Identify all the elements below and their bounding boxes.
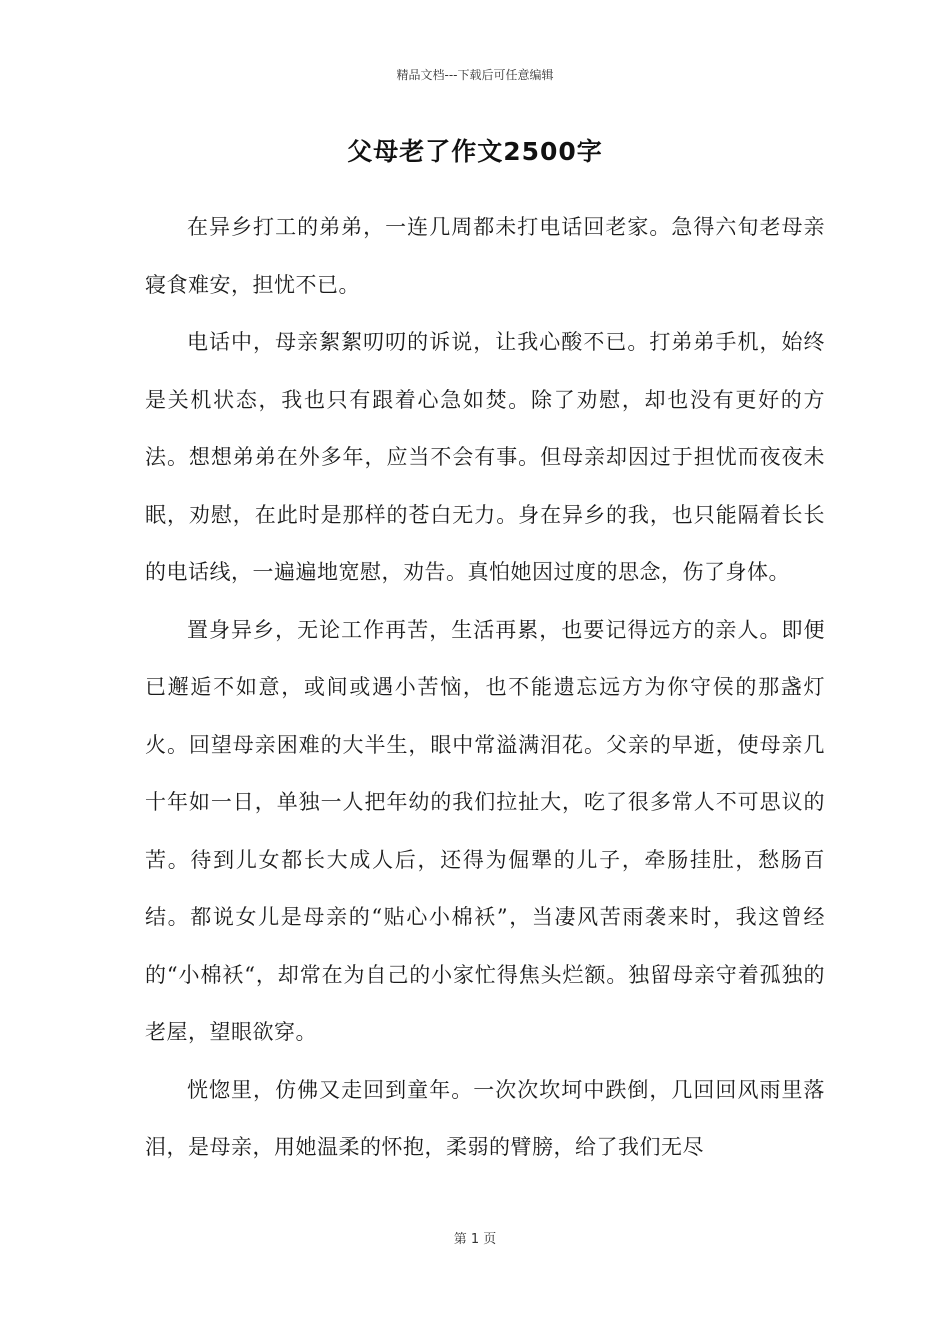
paragraph-1: 在异乡打工的弟弟，一连几周都未打电话回老家。急得六旬老母亲寝食难安，担忧不已。	[145, 215, 825, 297]
paragraph-4: 恍惚里，仿佛又走回到童年。一次次坎坷中跌倒，几回回风雨里落泪，是母亲，用她温柔的怀抱，柔弱的臂膀，给了我们无尽	[145, 1077, 825, 1159]
document-body	[145, 199, 825, 1177]
page-header: 精品文档---下载后可任意编辑	[396, 68, 554, 82]
paragraph-2: 电话中，母亲絮絮叨叨的诉说，让我心酸不已。打弟弟手机，始终是关机状态，我也只有跟着心急如焚。除了劝慰，却也没有更好的方法。想想弟弟在外多年，应当不会有事。但母亲却因过于担忧而夜夜未眠，劝慰，在此时是那样的苍白无力。身在异乡的我，也只能隔着长长的电话线，一遍遍地宽慰，劝告。真怕她因过度的思念，伤了身体。	[145, 330, 825, 584]
paragraph-3: 置身异乡，无论工作再苦，生活再累，也要记得远方的亲人。即便已邂逅不如意，或间或遇小苦恼，也不能遗忘远方为你守侯的那盏灯火。回望母亲困难的大半生，眼中常溢满泪花。父亲的早逝，使母亲几十年如一日，单独一人把年幼的我们拉扯大，吃了很多常人不可思议的苦。待到儿女都长大成人后，还得为倔犟的儿子，牵肠挂肚，愁肠百结。都说女儿是母亲的“贴心小棉袄”，当凄风苦雨袭来时，我这曾经的“小棉袄“，却常在为自己的小家忙得焦头烂额。独留母亲守着孤独的老屋，望眼欲穿。	[145, 617, 825, 1044]
document-title: 父母老了作文2500字	[347, 137, 603, 166]
page-number: 第 1 页	[453, 1232, 497, 1247]
